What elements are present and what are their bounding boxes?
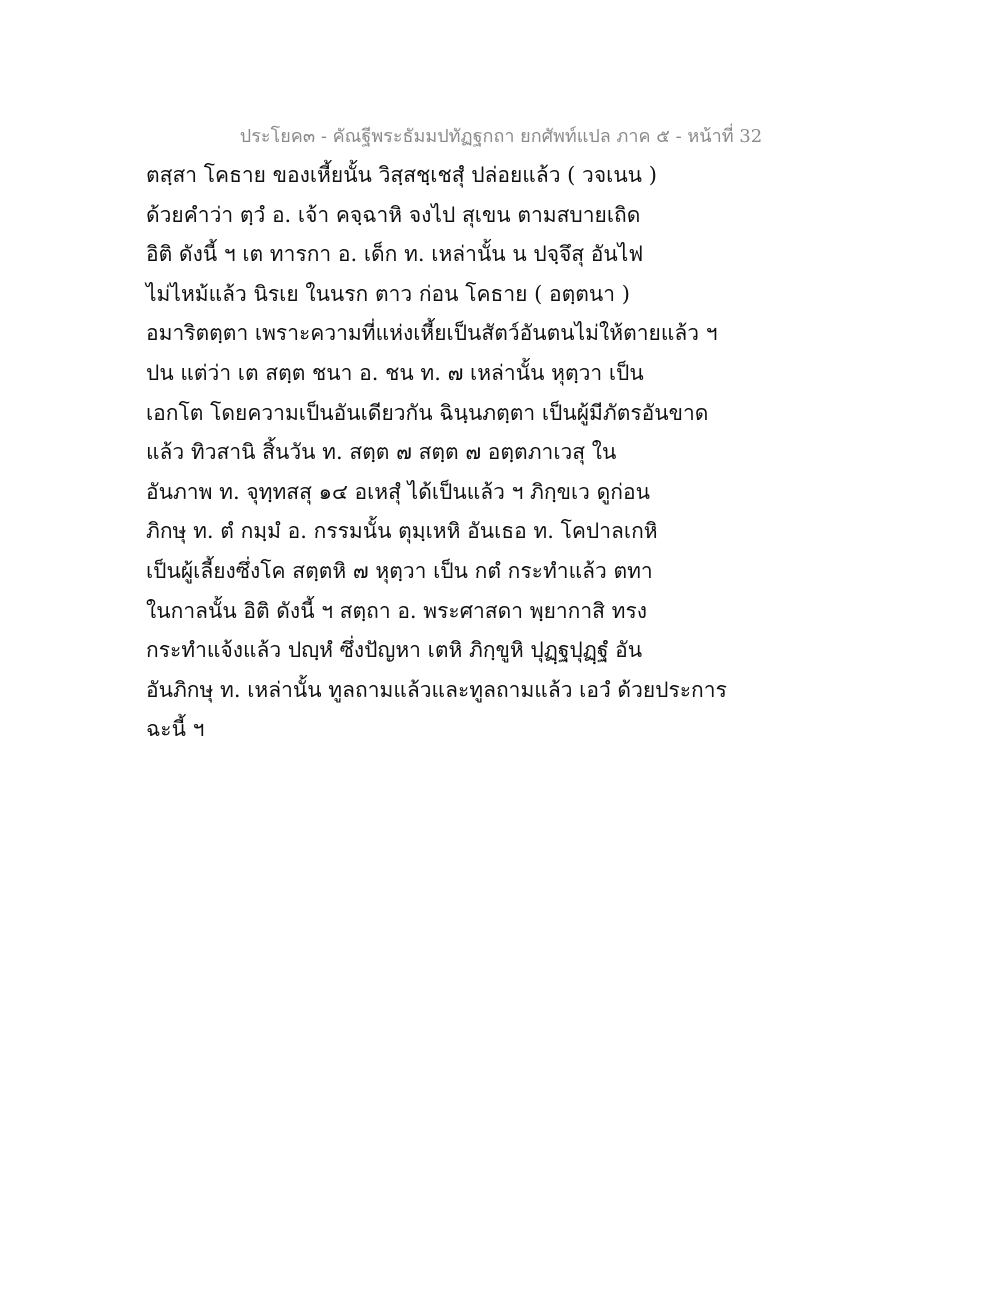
page-header-text: ประโยค๓ - คัณฐีพระธัมมปทัฏฐกถา ยกศัพท์แปล ภาค ๕ - หน้าที่ 32 — [239, 126, 763, 147]
text-line: ปน แต่ว่า เต สตฺต ชนา อ. ชน ท. ๗ เหล่านั้น หุตฺวา เป็น — [146, 360, 644, 385]
text-line: อันภิกษุ ท. เหล่านั้น ทูลถามแล้วและทูลถามแล้ว เอวํ ด้วยประการ — [146, 677, 727, 702]
text-line: อมาริตตฺตา เพราะความที่แห่งเหี้ยเป็นสัตว์อันตนไม่ให้ตายแล้ว ฯ — [146, 321, 718, 346]
page-header — [0, 121, 1000, 150]
text-line: อิติ ดังนี้ ฯ เต ทารกา อ. เด็ก ท. เหล่านั้น น ปจฺจึสุ อันไฟ — [146, 242, 644, 267]
text-line: ด้วยคำว่า ตฺวํ อ. เจ้า คจฺฉาหิ จงไป สุเขน ตามสบายเถิด — [146, 202, 641, 227]
text-line: อันภาพ ท. จุทฺทสสุ ๑๔ อเหสุํ ได้เป็นแล้ว ฯ ภิกฺขเว ดูก่อน — [146, 479, 650, 504]
text-line: ในกาลนั้น อิติ ดังนี้ ฯ สตฺถา อ. พระศาสดา พฺยากาสิ ทรง — [146, 598, 648, 623]
text-line: แล้ว ทิวสานิ สิ้นวัน ท. สตฺต ๗ สตฺต ๗ อตฺตภาเวสุ ใน — [146, 440, 617, 465]
text-line: ภิกษุ ท. ตํ กมฺมํ อ. กรรมนั้น ตุมฺเหหิ อันเธอ ท. โคปาลเกหิ — [146, 519, 658, 544]
text-line: เป็นผู้เลี้ยงซึ่งโค สตฺตหิ ๗ หุตฺวา เป็น กตํ กระทำแล้ว ตทา — [146, 558, 653, 583]
text-line: กระทำแจ้งแล้ว ปญฺหํ ซึ่งปัญหา เตหิ ภิกฺขูหิ ปุฏฺฐปุฏฺฐํ อัน — [146, 638, 643, 663]
text-line: ฉะนี้ ฯ — [146, 717, 205, 742]
text-line: ไม่ไหม้แล้ว นิรเย ในนรก ตาว ก่อน โคธาย ( อตฺตนา ) — [146, 281, 630, 306]
text-line: ตสฺสา โคธาย ของเหี้ยนั้น วิสฺสชฺเชสุํ ปล่อยแล้ว ( วจเนน ) — [146, 163, 657, 187]
body-text — [146, 158, 727, 752]
text-line: เอกโต โดยความเป็นอันเดียวกัน ฉินฺนภตฺตา เป็นผู้มีภัตรอันขาด — [146, 400, 709, 425]
